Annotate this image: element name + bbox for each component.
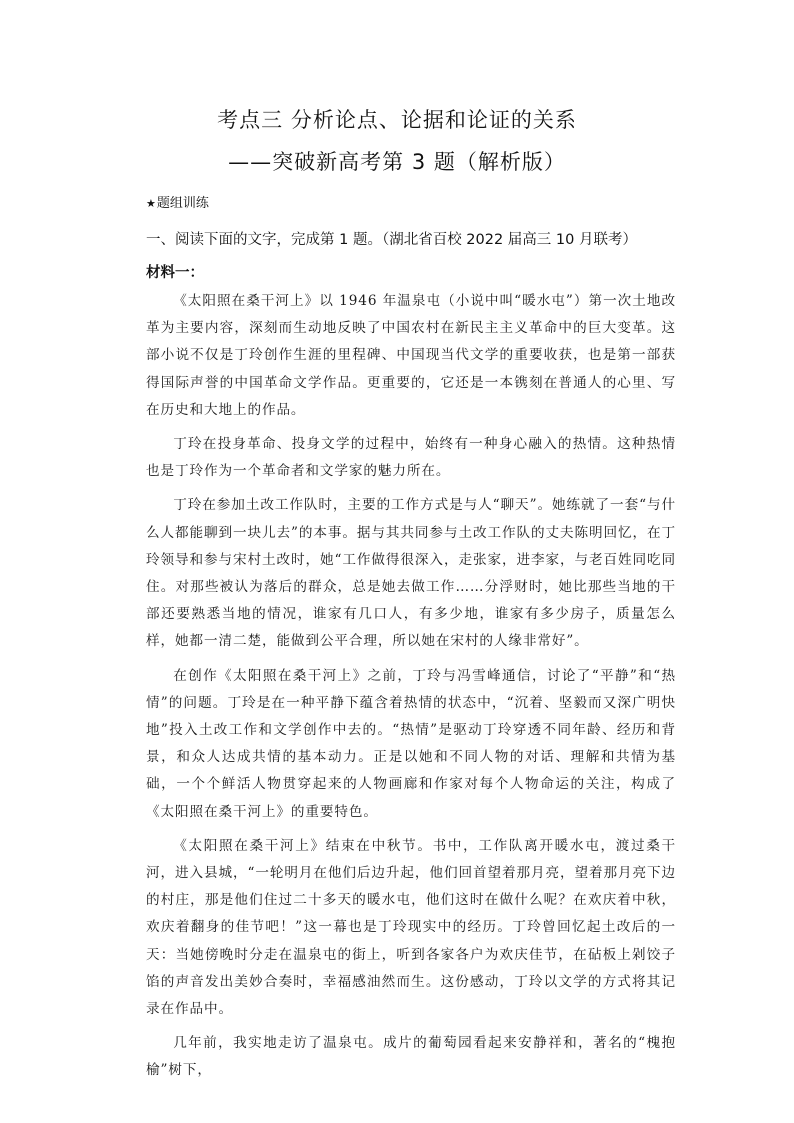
paragraph: 在创作《太阳照在桑干河上》之前，丁玲与冯雪峰通信，讨论了“平静”和“热情”的问题。丁玲是在一种平静下蕴含着热情的状态中，“沉着、坚毅而又深广明快地”投入土改工作和文学创作中去的。“热情”是驱动丁玲穿透不同年龄、经历和背景，和众人达成共情的基本动力。正是以她和不同人物的对话、理解和共情为基础，一个个鲜活人物贯穿起来的人物画廊和作家对每个人物命运的关注，构成了《太阳照在桑干河上》的重要特色。 bbox=[146, 667, 676, 820]
paragraph: 几年前，我实地走访了温泉屯。成片的葡萄园看起来安静祥和，著名的“槐抱榆”树下， bbox=[146, 1035, 676, 1079]
document-title-line2: ——突破新高考第 3 题（解析版） bbox=[228, 150, 566, 174]
paragraph: 《太阳照在桑干河上》以 1946 年温泉屯（小说中叫“暖水屯”）第一次土地改革为主要内容，深刻而生动地反映了中国农村在新民主主义革命中的巨大变革。这部小说不仅是丁玲创作生涯的里程碑、中国现当代文学的重要收获，也是第一部获得国际声誉的中国革命文学作品。更重要的，它还是一本镌刻在普通人的心里、写在历史和大地上的作品。 bbox=[146, 293, 676, 418]
star-icon: ★ bbox=[146, 197, 156, 210]
paragraph: 丁玲在参加土改工作队时，主要的工作方式是与人“聊天”。她练就了一套“与什么人都能聊到一块儿去”的本事。据与其共同参与土改工作队的丈夫陈明回忆，在丁玲领导和参与宋村土改时，她“工作做得很深入，走张家，进李家，与老百姓同吃同住。对那些被认为落后的群众，总是她去做工作……分浮财时，她比那些当地的干部还要熟悉当地的情况，谁家有几口人，有多少地，谁家有多少房子，质量怎么样，她都一清二楚，能做到公平合理，所以她在宋村的人缘非常好”。 bbox=[146, 497, 676, 650]
body-text bbox=[146, 288, 676, 1092]
paragraph: 《太阳照在桑干河上》结束在中秋节。书中，工作队离开暖水屯，渡过桑干河，进入县城，“一轮明月在他们后边升起，他们回首望着那月亮，望着那月亮下边的村庄，那是他们住过二十多天的暖水屯，他们这时在做什么呢？在欢庆着中秋，欢庆着翻身的佳节吧！”这一幕也是丁玲现实中的经历。丁玲曾回忆起土改后的一天：当她傍晚时分走在温泉屯的街上，听到各家各户为欢庆佳节，在砧板上剁饺子馅的声音发出美妙合奏时，幸福感油然而生。这份感动，丁玲以文学的方式将其记录在作品中。 bbox=[146, 837, 676, 1018]
paragraph: 丁玲在投身革命、投身文学的过程中，始终有一种身心融入的热情。这种热情也是丁玲作为一个革命者和文学家的魅力所在。 bbox=[146, 436, 676, 480]
section-label: 题组训练 bbox=[156, 196, 209, 211]
section-tag bbox=[146, 192, 209, 211]
material-heading: 材料一： bbox=[146, 265, 204, 281]
document-title-line1: 考点三 分析论点、论据和论证的关系 bbox=[217, 108, 577, 132]
question-intro: 一、阅读下面的文字，完成第 1 题。（湖北省百校 2022 届高三 10 月联考） bbox=[146, 232, 637, 248]
